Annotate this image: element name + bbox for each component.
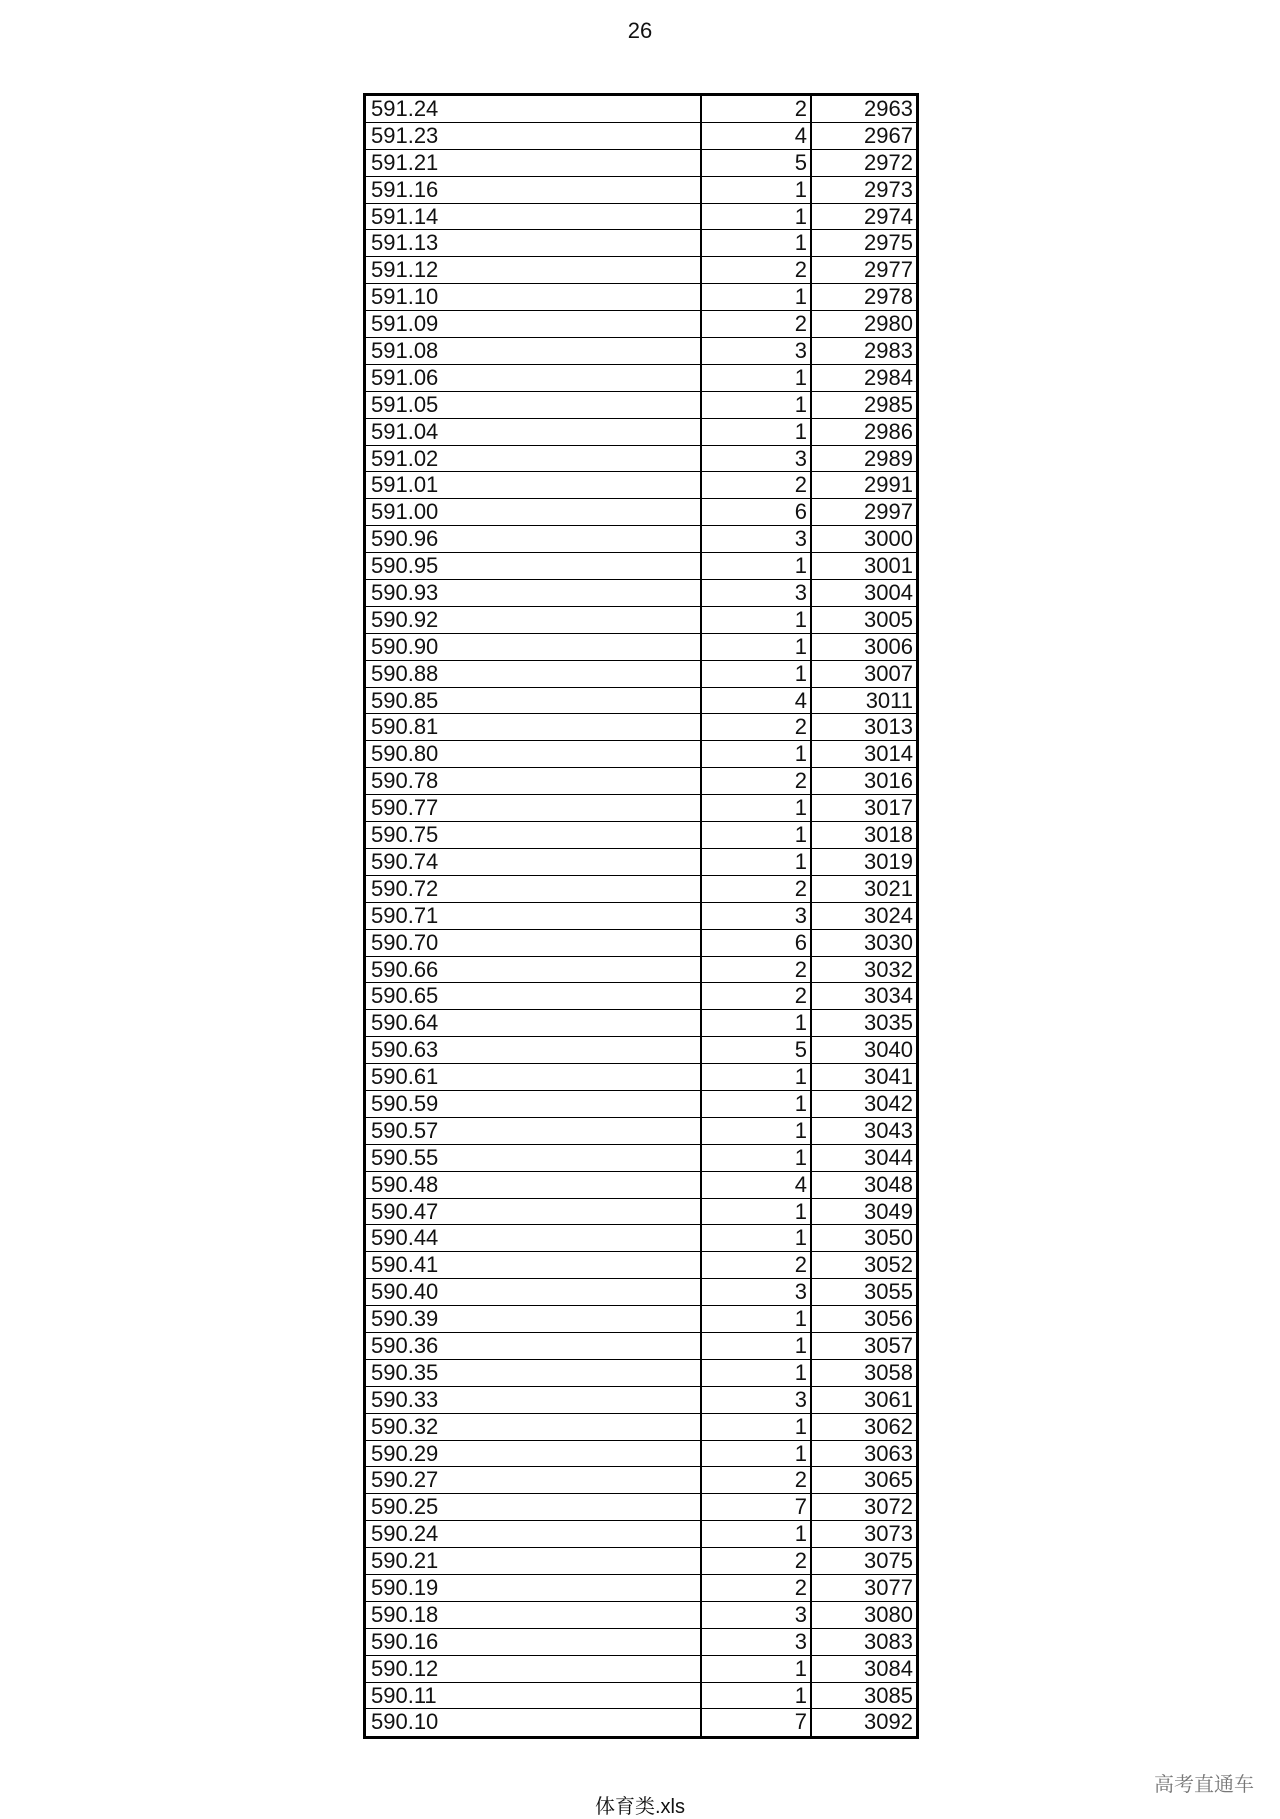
- cumulative-cell: 3016: [864, 768, 913, 794]
- table-row: [366, 96, 916, 123]
- score-cell: 590.72: [366, 876, 702, 902]
- score-cell: 590.21: [366, 1548, 702, 1574]
- cumulative-cell: 3080: [864, 1601, 913, 1627]
- score-cell: 591.08: [366, 338, 702, 364]
- table-row: [366, 446, 916, 473]
- score-cell: 590.32: [366, 1414, 702, 1440]
- score-cell: 591.05: [366, 392, 702, 418]
- count-cell: 1: [702, 1360, 812, 1386]
- count-cell: 2: [702, 1575, 812, 1601]
- score-cell: 590.75: [366, 822, 702, 848]
- cumulative-cell: 3092: [864, 1709, 913, 1735]
- count-cell: 1: [702, 849, 812, 875]
- cumulative-cell: 2991: [864, 472, 913, 498]
- cumulative-cell: 2967: [864, 122, 913, 148]
- count-cell: 1: [702, 607, 812, 633]
- table-row: [366, 1252, 916, 1279]
- count-cell: 3: [702, 580, 812, 606]
- footer-file-name: 体育类.xls: [595, 1796, 685, 1818]
- score-cell: 590.12: [366, 1656, 702, 1682]
- cumulative-cell: 2997: [864, 499, 913, 525]
- score-cell: 590.80: [366, 741, 702, 767]
- cumulative-cell: 3034: [864, 983, 913, 1009]
- count-cell: 1: [702, 1414, 812, 1440]
- score-cell: 591.12: [366, 257, 702, 283]
- score-cell: 591.04: [366, 419, 702, 445]
- cumulative-cell: 3013: [864, 714, 913, 740]
- table-row: [366, 1118, 916, 1145]
- table-row: [366, 419, 916, 446]
- score-cell: 590.93: [366, 580, 702, 606]
- cumulative-cell: 2989: [864, 445, 913, 471]
- cumulative-cell: 2973: [864, 176, 913, 202]
- score-cell: 591.02: [366, 446, 702, 472]
- cumulative-cell: 3062: [864, 1413, 913, 1439]
- score-cell: 590.70: [366, 930, 702, 956]
- table-row: [366, 930, 916, 957]
- count-cell: 6: [702, 930, 812, 956]
- table-row: [366, 230, 916, 257]
- table-row: [366, 1521, 916, 1548]
- cumulative-cell: 3032: [864, 956, 913, 982]
- table-row: [366, 1467, 916, 1494]
- count-cell: 2: [702, 1548, 812, 1574]
- table-row: [366, 1199, 916, 1226]
- count-cell: 1: [702, 1199, 812, 1225]
- count-cell: 7: [702, 1709, 812, 1736]
- count-cell: 2: [702, 876, 812, 902]
- score-cell: 590.66: [366, 957, 702, 983]
- table-row: [366, 526, 916, 553]
- table-row: [366, 903, 916, 930]
- table-row: [366, 1306, 916, 1333]
- score-cell: 590.59: [366, 1091, 702, 1117]
- cumulative-cell: 3057: [864, 1332, 913, 1358]
- cumulative-cell: 3083: [864, 1628, 913, 1654]
- score-cell: 590.65: [366, 983, 702, 1009]
- score-cell: 590.39: [366, 1306, 702, 1332]
- count-cell: 1: [702, 1091, 812, 1117]
- score-cell: 590.88: [366, 661, 702, 687]
- score-cell: 590.96: [366, 526, 702, 552]
- score-cell: 590.77: [366, 795, 702, 821]
- score-cell: 590.40: [366, 1279, 702, 1305]
- score-cell: 590.74: [366, 849, 702, 875]
- score-cell: 590.25: [366, 1494, 702, 1520]
- count-cell: 3: [702, 1279, 812, 1305]
- cumulative-cell: 3063: [864, 1440, 913, 1466]
- table-row: [366, 741, 916, 768]
- table-row: [366, 1010, 916, 1037]
- table-row: [366, 1441, 916, 1468]
- cumulative-cell: 3061: [864, 1386, 913, 1412]
- count-cell: 2: [702, 714, 812, 740]
- score-cell: 590.48: [366, 1172, 702, 1198]
- table-row: [366, 365, 916, 392]
- cumulative-cell: 3000: [864, 526, 913, 552]
- count-cell: 1: [702, 1064, 812, 1090]
- table-row: [366, 1279, 916, 1306]
- watermark-text: 高考直通车: [1154, 1774, 1254, 1796]
- cumulative-cell: 3043: [864, 1117, 913, 1143]
- cumulative-cell: 3050: [864, 1225, 913, 1251]
- cumulative-cell: 3065: [864, 1467, 913, 1493]
- count-cell: 1: [702, 634, 812, 660]
- table-row: [366, 1064, 916, 1091]
- cumulative-cell: 3019: [864, 848, 913, 874]
- count-cell: 5: [702, 1037, 812, 1063]
- table-row: [366, 634, 916, 661]
- table-row: [366, 714, 916, 741]
- table-row: [366, 472, 916, 499]
- score-cell: 590.81: [366, 714, 702, 740]
- score-cell: 591.00: [366, 499, 702, 525]
- count-cell: 1: [702, 1656, 812, 1682]
- cumulative-cell: 2978: [864, 284, 913, 310]
- score-cell: 590.90: [366, 634, 702, 660]
- cumulative-cell: 3048: [864, 1171, 913, 1197]
- cumulative-cell: 3005: [864, 606, 913, 632]
- table-row: [366, 1414, 916, 1441]
- score-cell: 591.13: [366, 230, 702, 256]
- score-cell: 590.95: [366, 553, 702, 579]
- score-cell: 590.33: [366, 1387, 702, 1413]
- score-cell: 591.10: [366, 284, 702, 310]
- cumulative-cell: 3035: [864, 1010, 913, 1036]
- table-row: [366, 1387, 916, 1414]
- table-row: [366, 1656, 916, 1683]
- table-row: [366, 257, 916, 284]
- score-cell: 591.21: [366, 150, 702, 176]
- count-cell: 1: [702, 177, 812, 203]
- count-cell: 2: [702, 257, 812, 283]
- score-cell: 591.23: [366, 123, 702, 149]
- score-cell: 590.41: [366, 1252, 702, 1278]
- cumulative-cell: 3006: [864, 633, 913, 659]
- table-row: [366, 1494, 916, 1521]
- count-cell: 1: [702, 1145, 812, 1171]
- table-row: [366, 983, 916, 1010]
- count-cell: 2: [702, 1467, 812, 1493]
- count-cell: 1: [702, 1441, 812, 1467]
- count-cell: 3: [702, 526, 812, 552]
- table-row: [366, 1145, 916, 1172]
- count-cell: 1: [702, 419, 812, 445]
- count-cell: 3: [702, 1629, 812, 1655]
- cumulative-cell: 3017: [864, 795, 913, 821]
- cumulative-cell: 2983: [864, 338, 913, 364]
- count-cell: 1: [702, 1225, 812, 1251]
- score-cell: 590.61: [366, 1064, 702, 1090]
- score-cell: 590.24: [366, 1521, 702, 1547]
- count-cell: 1: [702, 741, 812, 767]
- table-row: [366, 580, 916, 607]
- table-row: [366, 392, 916, 419]
- table-row: [366, 822, 916, 849]
- table-row: [366, 123, 916, 150]
- cumulative-cell: 3075: [864, 1548, 913, 1574]
- count-cell: 1: [702, 553, 812, 579]
- cumulative-cell: 3056: [864, 1306, 913, 1332]
- table-row: [366, 499, 916, 526]
- table-row: [366, 1709, 916, 1736]
- score-cell: 590.55: [366, 1145, 702, 1171]
- count-cell: 1: [702, 284, 812, 310]
- score-cell: 590.71: [366, 903, 702, 929]
- table-row: [366, 1333, 916, 1360]
- score-cell: 590.10: [366, 1709, 702, 1736]
- cumulative-cell: 2980: [864, 311, 913, 337]
- table-row: [366, 1683, 916, 1710]
- score-cell: 591.14: [366, 204, 702, 230]
- cumulative-cell: 3001: [864, 553, 913, 579]
- count-cell: 3: [702, 338, 812, 364]
- table-row: [366, 177, 916, 204]
- count-cell: 3: [702, 903, 812, 929]
- table-row: [366, 1602, 916, 1629]
- count-cell: 3: [702, 1602, 812, 1628]
- cumulative-cell: 2977: [864, 257, 913, 283]
- score-cell: 590.78: [366, 768, 702, 794]
- table-row: [366, 688, 916, 715]
- cumulative-cell: 3040: [864, 1037, 913, 1063]
- score-cell: 591.01: [366, 472, 702, 498]
- table-row: [366, 284, 916, 311]
- score-cell: 590.36: [366, 1333, 702, 1359]
- cumulative-cell: 3018: [864, 822, 913, 848]
- cumulative-cell: 2984: [864, 364, 913, 390]
- count-cell: 1: [702, 795, 812, 821]
- count-cell: 2: [702, 957, 812, 983]
- cumulative-cell: 2963: [864, 96, 913, 121]
- count-cell: 1: [702, 204, 812, 230]
- table-row: [366, 661, 916, 688]
- table-row: [366, 1548, 916, 1575]
- count-cell: 1: [702, 1333, 812, 1359]
- score-cell: 590.63: [366, 1037, 702, 1063]
- cumulative-cell: 3085: [864, 1682, 913, 1708]
- count-cell: 7: [702, 1494, 812, 1520]
- table-row: [366, 768, 916, 795]
- count-cell: 1: [702, 1521, 812, 1547]
- cumulative-cell: 3084: [864, 1655, 913, 1681]
- score-table: [363, 93, 919, 1739]
- score-cell: 591.09: [366, 311, 702, 337]
- count-cell: 2: [702, 1252, 812, 1278]
- table-row: [366, 338, 916, 365]
- cumulative-cell: 3041: [864, 1064, 913, 1090]
- cumulative-cell: 2974: [864, 203, 913, 229]
- table-row: [366, 311, 916, 338]
- count-cell: 1: [702, 822, 812, 848]
- score-cell: 590.47: [366, 1199, 702, 1225]
- count-cell: 1: [702, 1306, 812, 1332]
- count-cell: 5: [702, 150, 812, 176]
- cumulative-cell: 3004: [864, 580, 913, 606]
- cumulative-cell: 2975: [864, 230, 913, 256]
- table-row: [366, 204, 916, 231]
- count-cell: 6: [702, 499, 812, 525]
- cumulative-cell: 3042: [864, 1090, 913, 1116]
- table-row: [366, 607, 916, 634]
- count-cell: 1: [702, 1118, 812, 1144]
- count-cell: 1: [702, 392, 812, 418]
- cumulative-cell: 3049: [864, 1198, 913, 1224]
- cumulative-cell: 3058: [864, 1359, 913, 1385]
- score-cell: 590.19: [366, 1575, 702, 1601]
- table-row: [366, 795, 916, 822]
- count-cell: 1: [702, 230, 812, 256]
- count-cell: 4: [702, 123, 812, 149]
- count-cell: 1: [702, 1683, 812, 1709]
- cumulative-cell: 3044: [864, 1144, 913, 1170]
- count-cell: 2: [702, 768, 812, 794]
- score-cell: 590.29: [366, 1441, 702, 1467]
- score-cell: 590.27: [366, 1467, 702, 1493]
- cumulative-cell: 2972: [864, 149, 913, 175]
- score-cell: 590.16: [366, 1629, 702, 1655]
- cumulative-cell: 2986: [864, 418, 913, 444]
- score-cell: 590.92: [366, 607, 702, 633]
- score-cell: 591.16: [366, 177, 702, 203]
- table-row: [366, 1575, 916, 1602]
- table-row: [366, 849, 916, 876]
- count-cell: 2: [702, 96, 812, 122]
- table-row: [366, 1037, 916, 1064]
- score-cell: 590.44: [366, 1225, 702, 1251]
- count-cell: 2: [702, 983, 812, 1009]
- cumulative-cell: 3014: [864, 741, 913, 767]
- count-cell: 4: [702, 1172, 812, 1198]
- score-cell: 591.24: [366, 96, 702, 122]
- score-cell: 590.64: [366, 1010, 702, 1036]
- table-row: [366, 1091, 916, 1118]
- table-row: [366, 1172, 916, 1199]
- score-cell: 590.85: [366, 688, 702, 714]
- count-cell: 2: [702, 311, 812, 337]
- score-cell: 590.11: [366, 1683, 702, 1709]
- score-cell: 590.57: [366, 1118, 702, 1144]
- page-number: 26: [627, 18, 653, 43]
- cumulative-cell: 3007: [864, 660, 913, 686]
- cumulative-cell: 3077: [864, 1574, 913, 1600]
- cumulative-cell: 2985: [864, 391, 913, 417]
- score-cell: 591.06: [366, 365, 702, 391]
- table-row: [366, 553, 916, 580]
- score-cell: 590.18: [366, 1602, 702, 1628]
- count-cell: 3: [702, 1387, 812, 1413]
- cumulative-cell: 3011: [865, 687, 913, 713]
- cumulative-cell: 3024: [864, 902, 913, 928]
- score-cell: 590.35: [366, 1360, 702, 1386]
- cumulative-cell: 3021: [864, 875, 913, 901]
- count-cell: 1: [702, 365, 812, 391]
- table-row: [366, 1225, 916, 1252]
- table-row: [366, 1629, 916, 1656]
- table-row: [366, 957, 916, 984]
- count-cell: 3: [702, 446, 812, 472]
- count-cell: 2: [702, 472, 812, 498]
- cumulative-cell: 3072: [864, 1494, 913, 1520]
- count-cell: 1: [702, 661, 812, 687]
- cumulative-cell: 3055: [864, 1279, 913, 1305]
- count-cell: 4: [702, 688, 812, 714]
- cumulative-cell: 3052: [864, 1252, 913, 1278]
- table-row: [366, 150, 916, 177]
- count-cell: 1: [702, 1010, 812, 1036]
- cumulative-cell: 3030: [864, 929, 913, 955]
- cumulative-cell: 3073: [864, 1521, 913, 1547]
- table-row: [366, 876, 916, 903]
- table-row: [366, 1360, 916, 1387]
